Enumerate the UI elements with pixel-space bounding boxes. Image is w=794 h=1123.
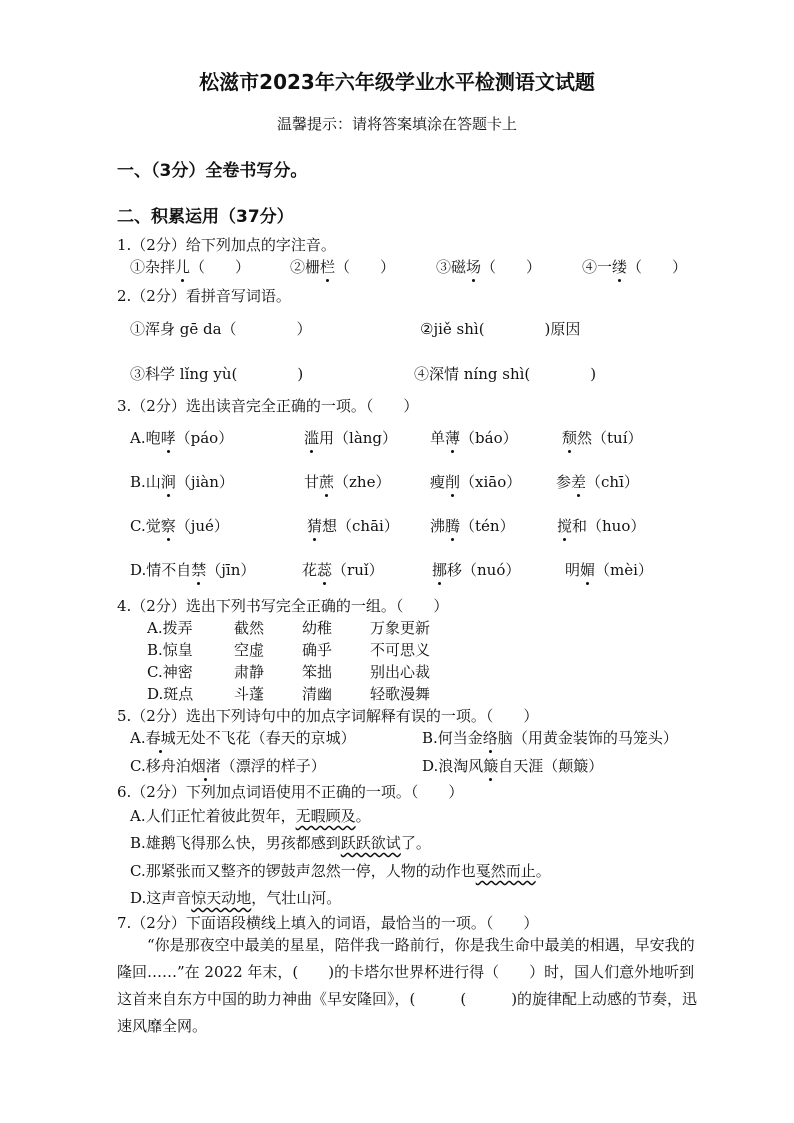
q4-word: 别出心裁 [370,663,431,681]
q4-word: 截然 [234,619,265,637]
q5-option-a: A.春城无处不飞花（春天的京城） [130,729,356,747]
q2-stem: 2.（2分）看拼音写词语。 [117,287,291,305]
q4-word: 万象更新 [370,619,431,637]
q1-item: ③磁场（ ） [436,258,542,276]
section-2-heading: 二、积累运用（37分） [117,207,294,227]
q4-word: 不可思义 [370,641,431,659]
q2-item: ③科学 lǐng yù( ) [130,365,304,383]
q3-option: 滥用（làng） [304,429,398,447]
q4-word: 清幽 [302,685,333,703]
q2-item: ①浑身 gē da（ ） [130,320,312,338]
q1-item: ①杂拌儿（ ） [130,258,251,276]
q1-item: ④一缕（ ） [582,258,688,276]
q7-paragraph: “你是那夜空中最美的星星，陪伴我一路前行，你是我生命中最美的相遇，早安我的隆回……”在 2022 年末，( )的卡塔尔世界杯进行得（ ）时，国人们意外地听到这首来自东方中国的助力神曲《早安隆回》，( ( )的旋律配上动感的节奏，迅速风靡全网。 [117,936,698,1035]
q2-item: ②jiě shì( )原因 [420,320,581,338]
q3-option: 单薄（báo） [430,429,518,447]
q7-stem: 7.（2分）下面语段横线上填入的词语，最恰当的一项。（ ） [117,914,539,932]
q3-option: 瘦削（xiāo） [430,473,522,491]
q4-word: D.斑点 [147,685,194,703]
q5-stem: 5.（2分）选出下列诗句中的加点字词解释有误的一项。（ ） [117,707,539,725]
q3-option: 颓然（tuí） [562,429,643,447]
q4-word: 空虚 [234,641,265,659]
q3-option: 明媚（mèi） [565,561,653,579]
q6-option-c: C.那紧张而又整齐的锣鼓声忽然一停，人物的动作也戛然而止。 [130,862,551,880]
q4-word: C.神密 [147,663,193,681]
q4-word: 轻歌漫舞 [370,685,431,703]
page-title: 松滋市2023年六年级学业水平检测语文试题 [199,70,595,94]
q3-stem: 3.（2分）选出读音完全正确的一项。（ ） [117,397,419,415]
q4-word: 肃静 [234,663,265,681]
q1-item: ②栅栏（ ） [290,258,396,276]
q4-word: 幼稚 [302,619,333,637]
q4-word: 确乎 [302,641,333,659]
q6-option-d: D.这声音惊天动地，气壮山河。 [130,889,342,907]
q4-word: A.拨弄 [147,619,193,637]
q6-option-b: B.雄鹅飞得那么快，男孩都感到跃跃欲试了。 [130,834,431,852]
q3-option: B.山涧（jiàn） [130,473,234,491]
q3-option: 挪移（nuó） [432,561,521,579]
q3-option: 花蕊（ruǐ） [302,561,384,579]
q1-stem: 1.（2分）给下列加点的字注音。 [117,236,336,254]
q3-option: 猜想（chāi） [307,517,399,535]
q3-option: A.咆哮（páo） [130,429,234,447]
q6-stem: 6.（2分）下列加点词语使用不正确的一项。（ ） [117,783,464,801]
q4-word: 笨拙 [302,663,333,681]
q3-option: 甘蔗（zhe） [304,473,391,491]
q4-word: B.惊皇 [147,641,193,659]
q3-option: 搅和（huo） [557,517,646,535]
q5-option-d: D.浪淘风簸自天涯（颠簸） [422,757,604,775]
q3-option: D.情不自禁（jīn） [130,561,256,579]
q2-item: ④深情 níng shì( ) [414,365,597,383]
q5-option-c: C.移舟泊烟渚（漂浮的样子） [130,757,326,775]
q3-option: C.觉察（jué） [130,517,229,535]
q4-word: 斗蓬 [234,685,265,703]
q5-option-b: B.何当金络脑（用黄金装饰的马笼头） [422,729,678,747]
q6-option-a: A.人们正忙着彼此贺年，无暇顾及。 [130,807,371,825]
q3-option: 参差（chī） [556,473,639,491]
q4-stem: 4.（2分）选出下列书写完全正确的一组。（ ） [117,597,449,615]
section-1-heading: 一、（3分）全卷书写分。 [117,161,308,181]
q3-option: 沸腾（tén） [430,517,515,535]
exam-tip: 温馨提示：请将答案填涂在答题卡上 [276,115,517,133]
